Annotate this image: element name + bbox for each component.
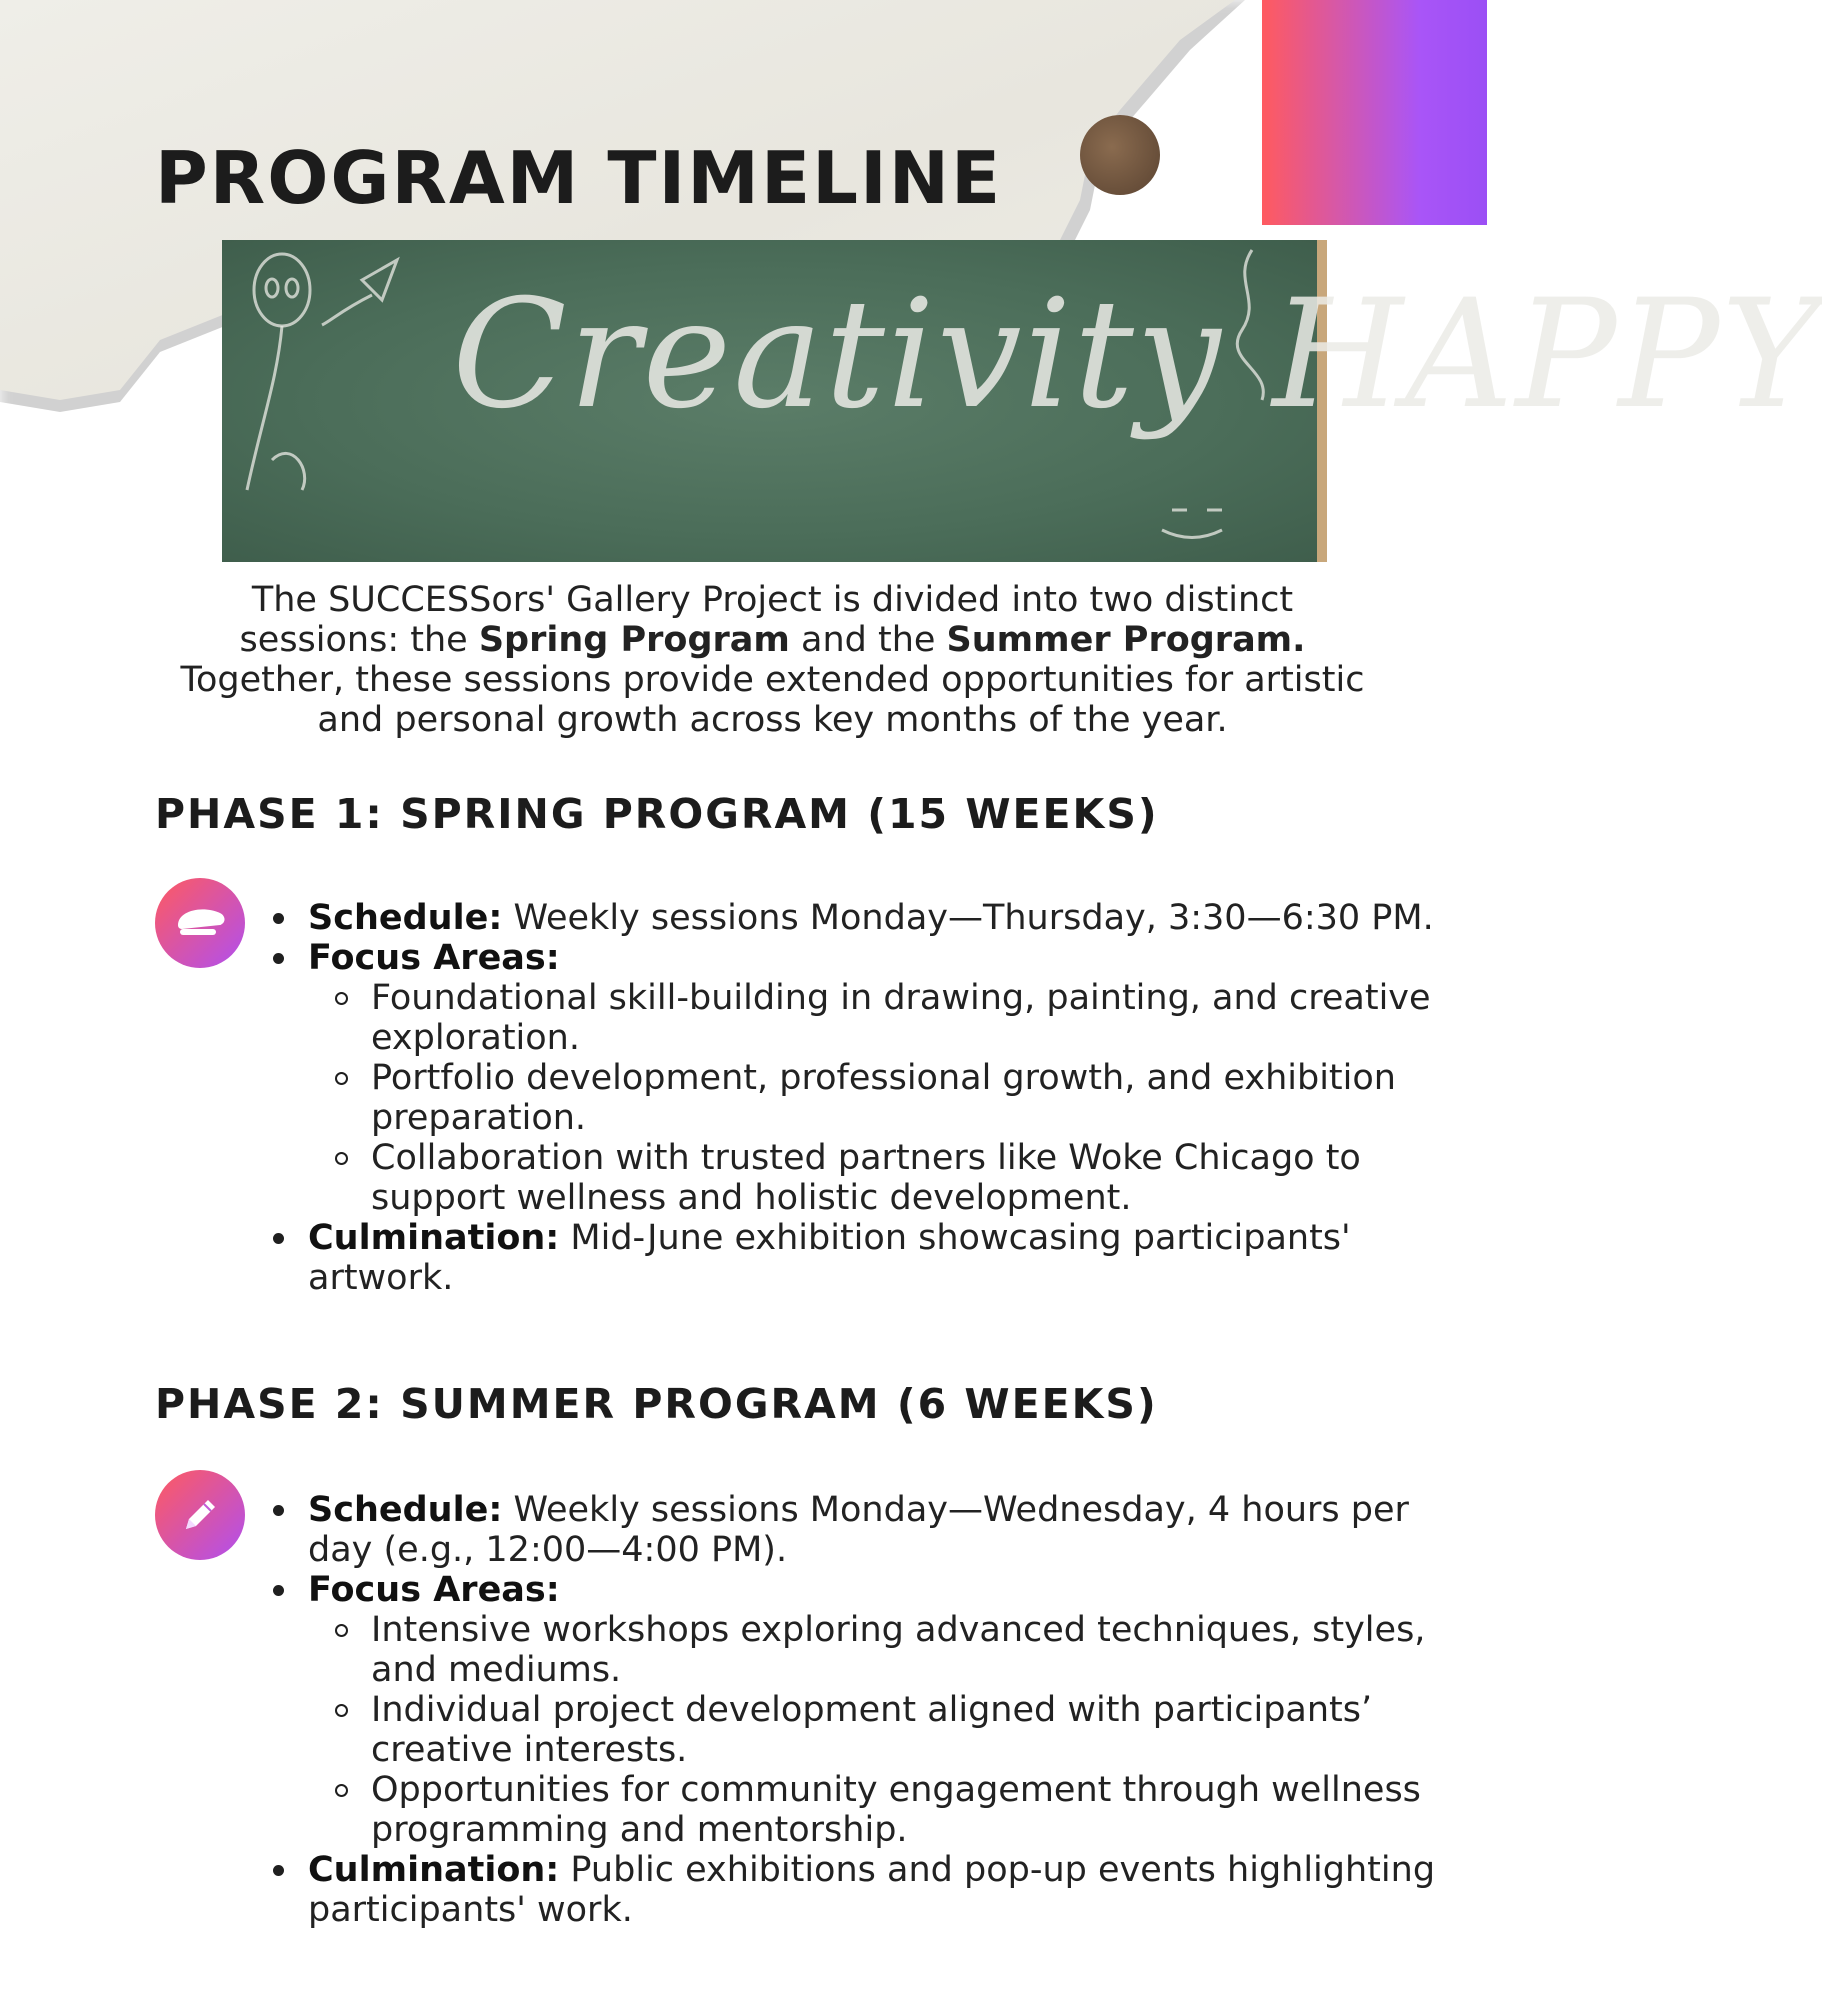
phase1-heading: PHASE 1: SPRING PROGRAM (15 WEEKS)	[155, 790, 1159, 838]
schedule-text: Weekly sessions Monday—Wednesday, 4 hours per day (e.g., 12:00—4:00 PM).	[308, 1490, 1409, 1570]
list-item	[308, 1850, 1448, 1930]
decorative-swatch	[1080, 115, 1160, 195]
page-title: PROGRAM TIMELINE	[155, 136, 1003, 220]
schedule-text: Weekly sessions Monday—Thursday, 3:30—6:30 PM.	[502, 898, 1434, 938]
schedule-label: Schedule:	[308, 1490, 503, 1530]
phase1-list	[260, 898, 1448, 1298]
list-item	[308, 1570, 1448, 1850]
focus-label: Focus Areas:	[308, 1570, 560, 1610]
sub-list-item: Portfolio development, professional growth, and exhibition preparation.	[371, 1058, 1448, 1138]
intro-text-3: Together, these sessions provide extended opportunities for artistic and personal growth across key months of the year.	[180, 660, 1365, 740]
sub-list-item: Individual project development aligned with participants’ creative interests.	[371, 1690, 1448, 1770]
focus-sublist	[308, 1610, 1448, 1850]
beret-icon	[155, 878, 245, 968]
focus-sublist	[308, 978, 1448, 1218]
intro-text-1: The SUCCESSors' Gallery Project is divided into two distinct sessions: the	[239, 580, 1294, 660]
intro-paragraph	[170, 580, 1375, 740]
gradient-accent-square	[1262, 0, 1487, 225]
schedule-label: Schedule:	[308, 898, 503, 938]
pencil-icon	[155, 1470, 245, 1560]
chalkboard-text: Creativity HAPPY	[452, 268, 1822, 442]
culmination-text: Public exhibitions and pop-up events highlighting participants' work.	[308, 1850, 1436, 1930]
culmination-label: Culmination:	[308, 1850, 560, 1890]
chalkboard-image	[222, 240, 1822, 562]
list-item	[308, 1218, 1448, 1298]
phase2-heading: PHASE 2: SUMMER PROGRAM (6 WEEKS)	[155, 1380, 1158, 1428]
culmination-label: Culmination:	[308, 1218, 560, 1258]
intro-summer: Summer Program.	[946, 620, 1306, 660]
list-item	[308, 938, 1448, 1218]
sub-list-item: Opportunities for community engagement through wellness programming and mentorship.	[371, 1770, 1448, 1850]
phase2-list	[260, 1490, 1448, 1930]
focus-label: Focus Areas:	[308, 938, 560, 978]
intro-text-2: and the	[789, 620, 947, 660]
sub-list-item: Collaboration with trusted partners like Woke Chicago to support wellness and holistic development.	[371, 1138, 1448, 1218]
list-item	[308, 898, 1448, 938]
sub-list-item: Foundational skill-building in drawing, painting, and creative exploration.	[371, 978, 1448, 1058]
intro-spring: Spring Program	[478, 620, 790, 660]
list-item	[308, 1490, 1448, 1570]
culmination-text: Mid-June exhibition showcasing participants' artwork.	[308, 1218, 1351, 1298]
sub-list-item: Intensive workshops exploring advanced techniques, styles, and mediums.	[371, 1610, 1448, 1690]
